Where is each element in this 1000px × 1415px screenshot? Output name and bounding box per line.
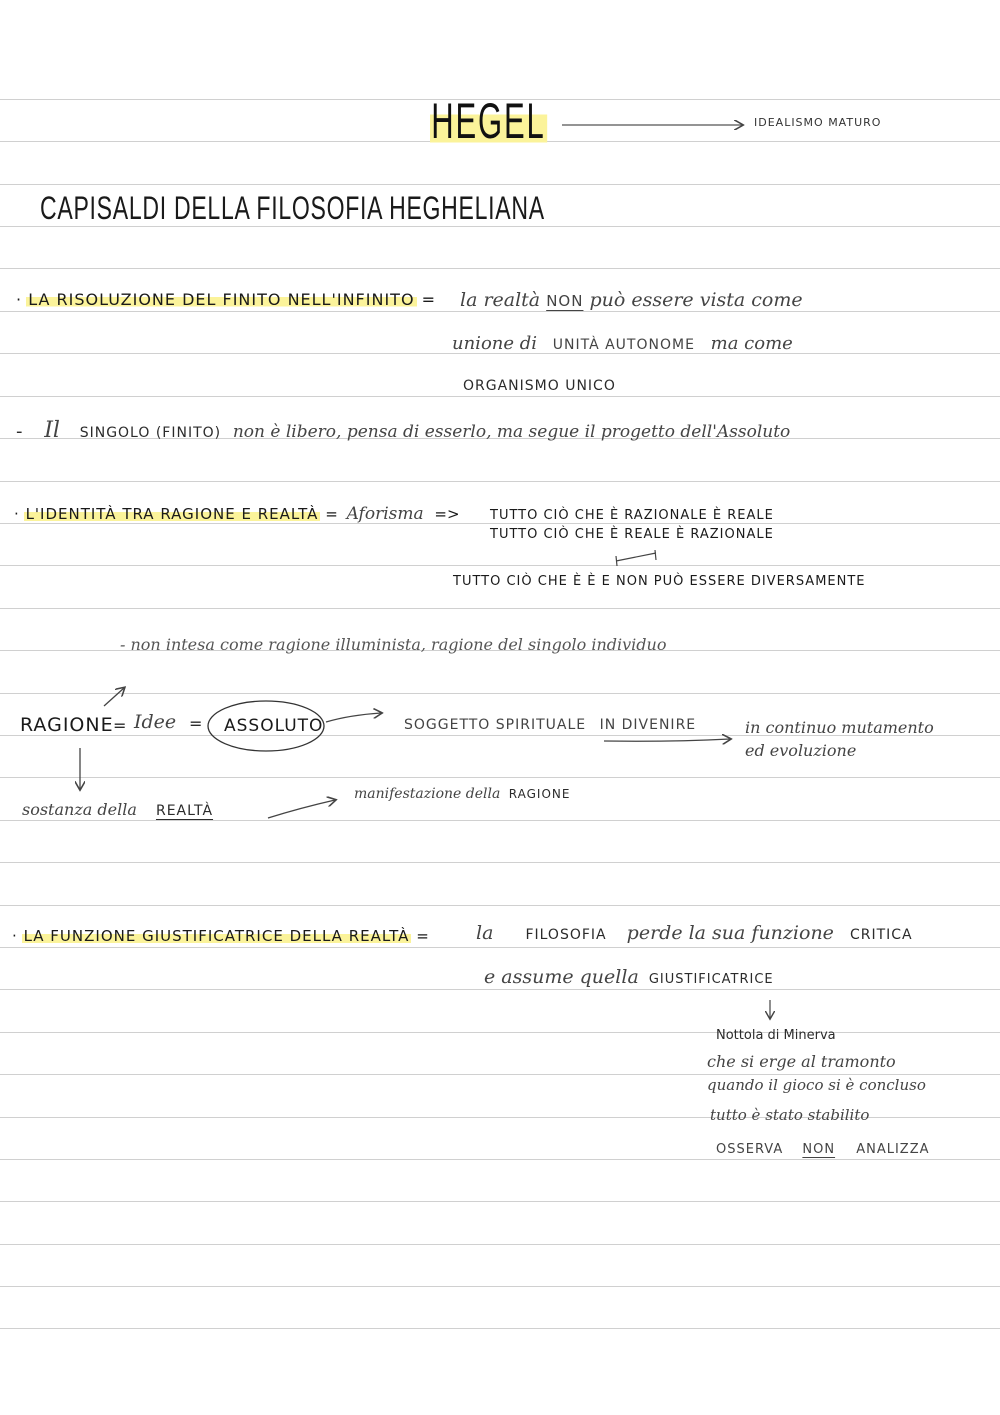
diagram-assoluto: ASSOLUTO bbox=[224, 716, 324, 736]
nottola-line1: che si erge al tramonto bbox=[707, 1052, 896, 1071]
aphorism-line1: TUTTO CIÒ CHE È RAZIONALE È REALE bbox=[490, 508, 774, 523]
diagram-soggetto: SOGGETTO SPIRITUALE IN DIVENIRE bbox=[404, 717, 697, 733]
section1-line1: la realtà NON può essere vista come bbox=[460, 289, 803, 311]
section1-line3: ORGANISMO UNICO bbox=[463, 378, 616, 394]
diagram-sostanza: sostanza della REALTÀ bbox=[22, 800, 214, 819]
section2-row: · L'IDENTITÀ TRA RAGIONE E REALTÀ = Aforisma => bbox=[14, 504, 460, 524]
bullet-dot: · bbox=[16, 290, 22, 309]
section3-row: · LA FUNZIONE GIUSTIFICATRICE DELLA REALTÀ = bbox=[12, 927, 429, 945]
diagram-eq2: = bbox=[189, 714, 203, 733]
aphorism-line3: TUTTO CIÒ CHE È È E NON PUÒ ESSERE DIVERSAMENTE bbox=[453, 574, 866, 589]
section3-line2: e assume quella GIUSTIFICATRICE bbox=[484, 966, 774, 988]
divenire-arrow bbox=[604, 739, 730, 741]
section1-eq: = bbox=[421, 290, 436, 309]
nottola-line2: quando il gioco si è concluso bbox=[707, 1076, 926, 1094]
section1-row bbox=[16, 290, 435, 309]
identita-bracket bbox=[616, 550, 656, 566]
section2-note: - non intesa come ragione illuminista, ragione del singolo individuo bbox=[120, 635, 667, 654]
diagram-idee: Idee bbox=[134, 711, 177, 733]
emphasis-non: NON bbox=[546, 292, 584, 310]
nottola-line4: OSSERVA NON ANALIZZA bbox=[716, 1142, 930, 1157]
bullet-dot: · bbox=[14, 505, 19, 523]
title-tag: IDEALISMO MATURO bbox=[754, 116, 882, 129]
assoluto-arrow bbox=[326, 713, 381, 722]
section3-line1: la FILOSOFIA perde la sua funzione CRITICA bbox=[476, 922, 913, 944]
diagram-mutamento-2: ed evoluzione bbox=[745, 741, 857, 760]
section1-line2: unione di UNITÀ AUTONOME ma come bbox=[452, 333, 793, 354]
nottola-line3: tutto è stato stabilito bbox=[710, 1106, 870, 1124]
main-heading: CAPISALDI DELLA FILOSOFIA HEGHELIANA bbox=[40, 190, 545, 226]
realta-arrow bbox=[268, 800, 335, 818]
diagram-mutamento-1: in continuo mutamento bbox=[745, 718, 934, 737]
section2-label: L'IDENTITÀ TRA RAGIONE E REALTÀ bbox=[25, 505, 319, 523]
diagram-ragione: RAGIONE bbox=[20, 714, 114, 736]
section1-label: LA RISOLUZIONE DEL FINITO NELL'INFINITO bbox=[28, 290, 415, 309]
aphorism-line2: TUTTO CIÒ CHE È REALE È RAZIONALE bbox=[490, 527, 774, 542]
nottola-label: Nottola di Minerva bbox=[716, 1028, 836, 1043]
section1-note: - Il SINGOLO (FINITO) non è libero, pensa di esserlo, ma segue il progetto dell'Assoluto bbox=[16, 418, 791, 443]
page-title: HEGEL bbox=[431, 93, 546, 149]
diagram-manifestazione: manifestazione della RAGIONE bbox=[354, 786, 571, 802]
section3-label: LA FUNZIONE GIUSTIFICATRICE DELLA REALTÀ bbox=[23, 927, 410, 945]
diagram-eq1: = bbox=[113, 716, 127, 735]
ragione-up-arrow bbox=[104, 688, 124, 706]
bullet-dot: · bbox=[12, 927, 17, 945]
